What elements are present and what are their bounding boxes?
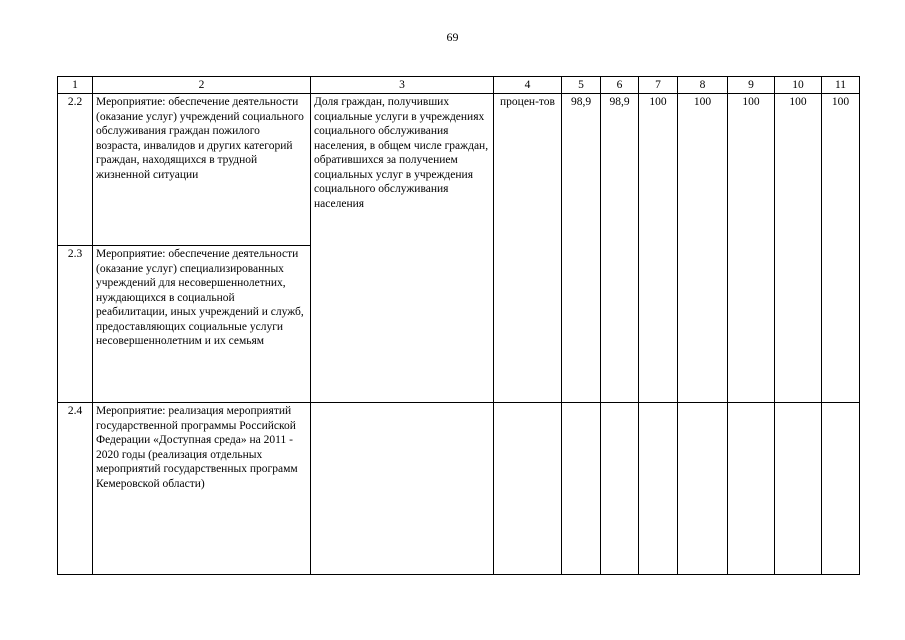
- header-row: [58, 77, 860, 94]
- row-number: 2.4: [58, 403, 93, 575]
- empty-cell: [775, 403, 822, 575]
- value-cell: 98,9: [562, 94, 601, 403]
- table-row: [58, 403, 860, 575]
- header-cell: 1: [58, 77, 93, 94]
- empty-cell: [562, 403, 601, 575]
- header-cell: 2: [93, 77, 311, 94]
- header-cell: 3: [311, 77, 494, 94]
- activity-cell: Мероприятие: реализация мероприятий государственной программы Российской Федерации «Доступная среда» на 2011 - 2020 годы (реализация отдельных мероприятий государственных программ Кемеровской области): [93, 403, 311, 575]
- empty-cell: [311, 403, 494, 575]
- header-cell: 5: [562, 77, 601, 94]
- row-number: 2.2: [58, 94, 93, 246]
- header-cell: 4: [494, 77, 562, 94]
- header-cell: 7: [639, 77, 678, 94]
- row-number: 2.3: [58, 246, 93, 403]
- header-cell: 8: [678, 77, 728, 94]
- empty-cell: [639, 403, 678, 575]
- activity-cell: Мероприятие: обеспечение деятельности (оказание услуг) специализированных учреждений для несовершеннолетних, нуждающихся в социальной реабилитации, иных учреждений и служб, предоставляющих социальные услуги несовершеннолетним и их семьям: [93, 246, 311, 403]
- indicator-name-cell: Доля граждан, получивших социальные услуги в учреждениях социального обслуживания населения, в общем числе граждан, обратившихся за получением социальных услуг в учреждения социального обслуживания населения: [311, 94, 494, 403]
- activity-cell: Мероприятие: обеспечение деятельности (оказание услуг) учреждений социального обслуживания граждан пожилого возраста, инвалидов и других категорий граждан, находящихся в трудной жизненной ситуации: [93, 94, 311, 246]
- page-number: 69: [446, 30, 459, 44]
- value-cell: 100: [775, 94, 822, 403]
- indicators-table: [57, 76, 860, 575]
- empty-cell: [678, 403, 728, 575]
- value-cell: 100: [822, 94, 860, 403]
- header-cell: 10: [775, 77, 822, 94]
- empty-cell: [601, 403, 639, 575]
- value-cell: 100: [728, 94, 775, 403]
- header-cell: 6: [601, 77, 639, 94]
- empty-cell: [494, 403, 562, 575]
- empty-cell: [822, 403, 860, 575]
- empty-cell: [728, 403, 775, 575]
- header-cell: 9: [728, 77, 775, 94]
- header-cell: 11: [822, 77, 860, 94]
- unit-cell: процен-тов: [494, 94, 562, 403]
- table-row: [58, 94, 860, 246]
- value-cell: 98,9: [601, 94, 639, 403]
- value-cell: 100: [678, 94, 728, 403]
- value-cell: 100: [639, 94, 678, 403]
